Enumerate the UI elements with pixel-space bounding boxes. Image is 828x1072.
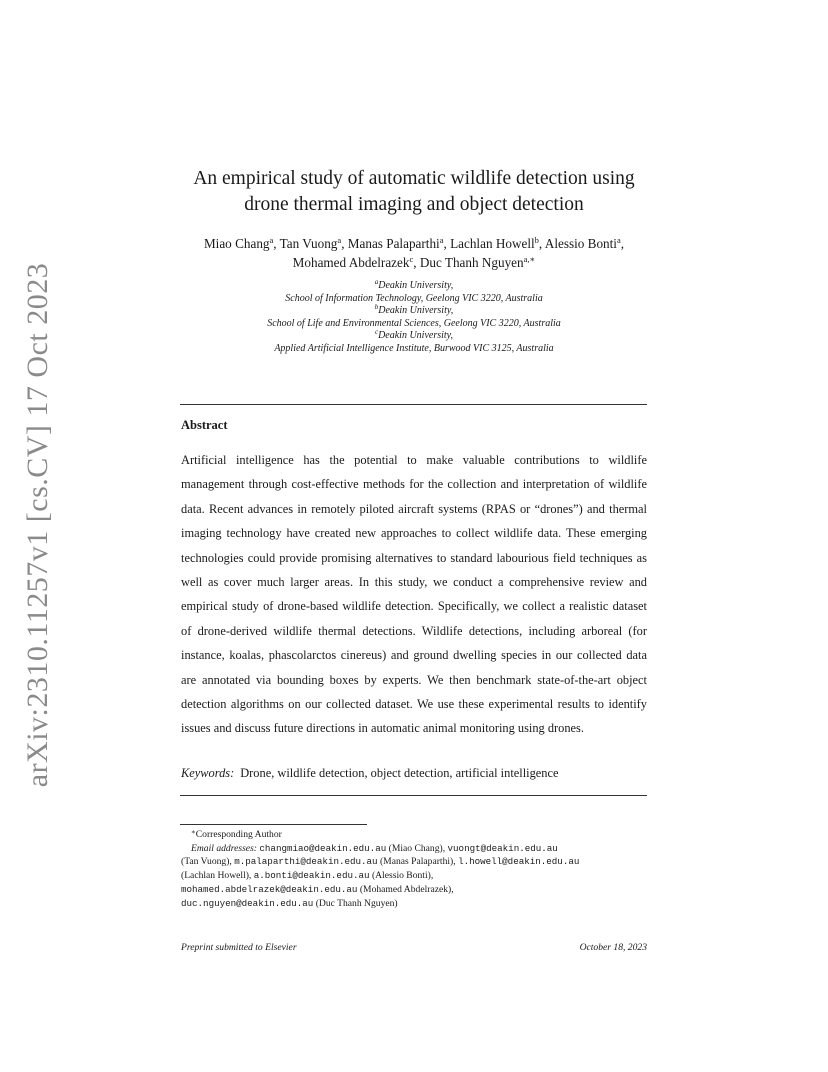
affiliation-mark: c: [374, 328, 379, 337]
author-name: Lachlan Howell: [450, 236, 535, 251]
affiliation-mark: a: [439, 235, 444, 245]
email-label: Email addresses:: [191, 842, 257, 854]
email-link[interactable]: vuongt@deakin.edu.au: [447, 842, 558, 854]
email-addresses: [181, 842, 647, 911]
email-link[interactable]: mohamed.abdelrazek@deakin.edu.au: [181, 883, 358, 895]
keywords-text: Drone, wildlife detection, object detection, artificial intelligence: [240, 766, 559, 780]
corresponding-author-note: [181, 828, 647, 842]
affiliation-mark: a: [374, 278, 379, 286]
page-footer: [181, 942, 647, 953]
affiliation-mark: a: [337, 235, 342, 245]
affiliation-a: [150, 280, 678, 305]
affiliation-mark: c: [409, 254, 414, 264]
email-link[interactable]: m.palaparthi@deakin.edu.au: [234, 856, 378, 868]
affiliation-institution: Deakin University,: [378, 280, 454, 291]
keywords-label: Keywords:: [181, 766, 235, 780]
keywords: [181, 766, 647, 781]
email-link[interactable]: duc.nguyen@deakin.edu.au: [181, 897, 314, 909]
footnote-rule: [180, 824, 367, 825]
email-owner: (Lachlan Howell),: [181, 870, 252, 882]
email-owner: (Tan Vuong),: [181, 856, 232, 868]
footnotes: [181, 828, 647, 910]
author-name: Miao Chang: [203, 236, 270, 251]
author-name: Alessio Bonti: [544, 236, 617, 251]
arxiv-identifier: [12, 262, 64, 788]
affiliation-institution: Deakin University,: [378, 330, 454, 342]
email-link[interactable]: changmiao@deakin.edu.au: [259, 842, 387, 854]
paper-title: [180, 166, 648, 218]
affiliation-mark: a: [269, 235, 274, 245]
author-name: Mohamed Abdelrazek: [292, 255, 410, 270]
author-name: Tan Vuong: [279, 236, 338, 251]
affiliation-department: Applied Artificial Intelligence Institute, Burwood VIC 3125, Australia: [274, 342, 554, 354]
affiliation-list: [150, 280, 678, 356]
affiliation-mark: a: [616, 235, 621, 245]
affiliation-mark: b: [534, 235, 539, 245]
abstract-heading: Abstract: [181, 418, 228, 432]
abstract-text: Artificial intelligence has the potential to make valuable contributions to wildlife management through cost-effective methods for the collection and interpretation of wildlife data. Recent advances in remotely piloted aircraft systems (RPAS or “drones”) and thermal imaging technology have created new approaches to collect wildlife data. These emerging technologies could provide promising alternatives to standard labourious field techniques as well as cover much larger areas. In this study, we conduct a comprehensive review and empirical study of drone-based wildlife detection. Specifically, we collect a realistic dataset of drone-derived wildlife thermal detections. Wildlife detections, including arboreal (for instance, koalas, phascolarctos cinereus) and ground dwelling species in our collected data are annotated via bounding boxes by experts. We then benchmark state-of-the-art object detection algorithms on our collected dataset. We use these experimental results to identify issues and discuss future directions in automatic animal monitoring using drones.: [181, 453, 647, 736]
title-line-1: An empirical study of automatic wildlife detection using: [193, 168, 635, 189]
abstract-top-rule: [180, 404, 647, 405]
footer-journal: Preprint submitted to Elsevier: [181, 942, 297, 953]
email-owner: (Mohamed Abdelrazek),: [359, 883, 454, 895]
author-name: Manas Palaparthi: [347, 236, 440, 251]
affiliation-c: [150, 330, 678, 355]
affiliation-b: [150, 305, 678, 330]
affiliation-mark: b: [374, 303, 379, 312]
email-owner: (Duc Thanh Nguyen): [315, 897, 398, 909]
email-link[interactable]: l.howell@deakin.edu.au: [458, 856, 580, 868]
abstract-bottom-rule: [180, 795, 647, 796]
email-link[interactable]: a.bonti@deakin.edu.au: [253, 870, 370, 882]
title-line-2: drone thermal imaging and object detection: [244, 194, 584, 215]
email-owner: (Manas Palaparthi),: [379, 856, 456, 868]
footer-date: October 18, 2023: [579, 942, 647, 953]
author-name: Duc Thanh Nguyen: [419, 255, 524, 270]
email-owner: (Alessio Bonti),: [371, 870, 434, 882]
author-list: Miao Chang$^a$, Tan Vuong$^a$, Manas Palaparthi$^a$, Lachlan Howell$^b$, Alessio Bonti$^a$, Mohamed Abdelrazek$^c$, Duc Thanh Nguyen$^{a,∗}$: [203, 235, 625, 270]
email-owner: (Miao Chang),: [388, 842, 446, 854]
affiliation-department: School of Information Technology, Geelong VIC 3220, Australia: [285, 292, 543, 304]
affiliation-mark: a,∗: [523, 254, 536, 264]
affiliation-department: School of Life and Environmental Sciences, Geelong VIC 3220, Australia: [267, 317, 561, 329]
corresponding-author-label: Corresponding Author: [195, 829, 282, 840]
corresponding-mark: ∗: [191, 828, 196, 836]
arxiv-identifier-text: arXiv:2310.11257v1 [cs.CV] 17 Oct 2023: [21, 262, 54, 788]
affiliation-institution: Deakin University,: [378, 305, 454, 317]
